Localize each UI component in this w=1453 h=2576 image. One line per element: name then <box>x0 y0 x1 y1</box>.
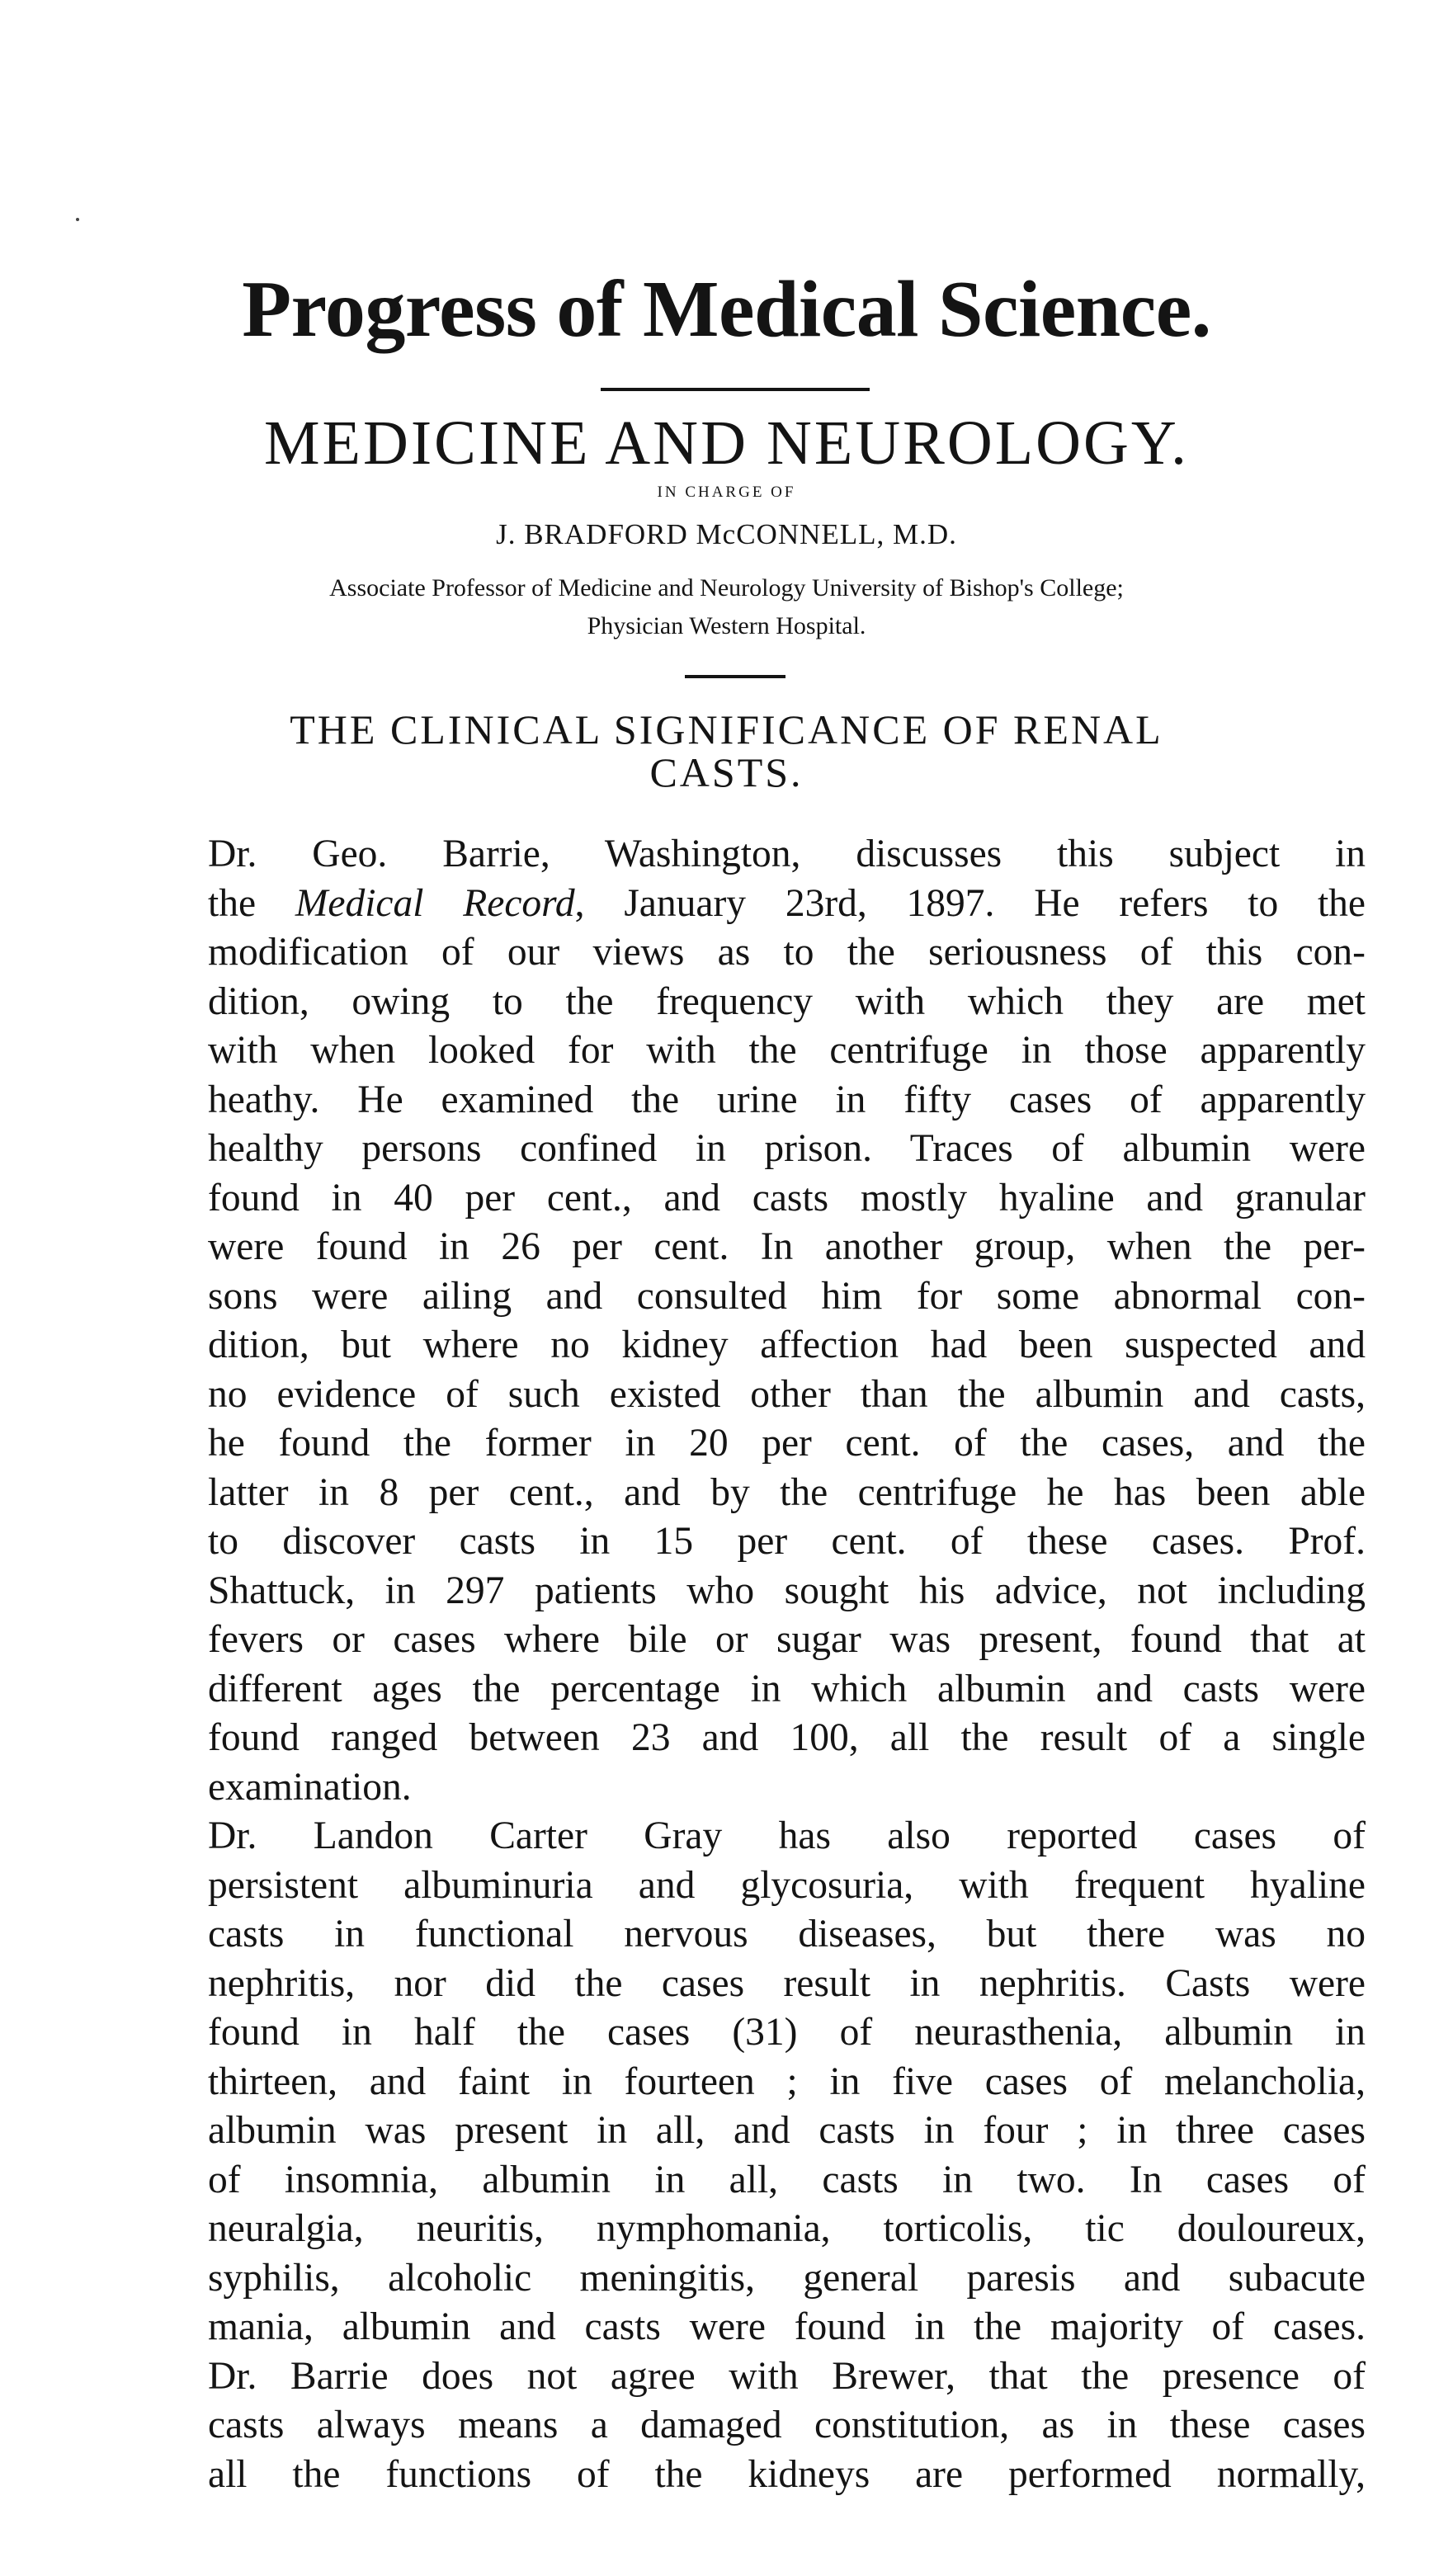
text-line: no evidence of such existed other than the albumin and casts, <box>208 1372 1366 1416</box>
text-line: he found the former in 20 per cent. of the cases, and the <box>208 1422 1366 1465</box>
text-line: dition, owing to the frequency with which they are met <box>208 979 1366 1023</box>
text-line: different ages the percentage in which albumin and casts were <box>208 1667 1366 1710</box>
title-divider-rule <box>601 388 870 391</box>
in-charge-label: IN CHARGE OF <box>657 484 796 501</box>
text-line <box>107 880 1366 929</box>
text-line: neuralgia, neuritis, nymphomania, torticolis, tic douloureux, <box>208 2207 1366 2250</box>
text-line: albumin was present in all, and casts in four ; in three cases <box>208 2109 1366 2152</box>
text-line: casts always means a damaged constitution, as in these cases <box>208 2404 1366 2446</box>
journal-section-title: Progress of Medical Science. <box>242 265 1211 354</box>
journal-name-italic: Medical Record <box>295 881 575 925</box>
text-line: healthy persons confined in prison. Traces of albumin were <box>208 1127 1366 1170</box>
text-line: dition, but where no kidney affection had been suspected and <box>208 1323 1366 1366</box>
text-line: Dr. Barrie does not agree with Brewer, that the presence of <box>208 2354 1366 2398</box>
text-line: modification of our views as to the seriousness of this con- <box>208 931 1366 974</box>
editor-divider-rule <box>685 675 785 678</box>
scan-speck <box>76 218 79 221</box>
text-line: thirteen, and faint in fourteen ; in five cases of melancholia, <box>208 2059 1366 2103</box>
text-line: examination. <box>208 1765 412 1809</box>
article-title <box>0 708 1453 794</box>
article-title-line-2: CASTS. <box>649 749 804 795</box>
text-line: syphilis, alcoholic meningitis, general paresis and subacute <box>208 2256 1366 2300</box>
text-line: nephritis, nor did the cases result in nephritis. Casts were <box>208 1961 1366 2005</box>
text-line: latter in 8 per cent., and by the centrifuge he has been able <box>208 1470 1366 1514</box>
text-run: , January 23rd, 1897. He refers to the <box>574 881 1366 925</box>
editor-affiliation-line-1: Associate Professor of Medicine and Neurology University of Bishop's College; <box>329 574 1124 602</box>
article-body <box>107 830 1366 2499</box>
text-line: fevers or cases where bile or sugar was present, found that at <box>208 1618 1366 1661</box>
text-line: mania, albumin and casts were found in the majority of cases. <box>208 2305 1366 2348</box>
editor-affiliation <box>0 569 1453 645</box>
text-line: heathy. He examined the urine in fifty cases of apparently <box>208 1078 1366 1121</box>
text-line: Shattuck, in 297 patients who sought his advice, not including <box>208 1569 1366 1612</box>
text-line: sons were ailing and consulted him for some abnormal con- <box>208 1274 1366 1318</box>
text-line: of insomnia, albumin in all, casts in two. In cases of <box>208 2158 1366 2201</box>
text-line: found ranged between 23 and 100, all the result of a single <box>208 1716 1366 1759</box>
text-line: Dr. Geo. Barrie, Washington, discusses this subject in <box>208 833 1366 875</box>
text-run: the <box>208 881 295 925</box>
article-title-line-1: THE CLINICAL SIGNIFICANCE OF RENAL <box>290 706 1163 753</box>
section-heading: MEDICINE AND NEUROLOGY. <box>263 408 1189 478</box>
paragraph-2 <box>107 1812 1366 2499</box>
text-line: casts in functional nervous diseases, but there was no <box>208 1913 1366 1956</box>
paragraph-1 <box>107 830 1366 1812</box>
text-line: found in 40 per cent., and casts mostly hyaline and granular <box>208 1176 1366 1220</box>
editor-name: J. BRADFORD McCONNELL, M.D. <box>496 518 957 550</box>
text-line: all the functions of the kidneys are performed normally, <box>208 2452 1366 2496</box>
text-line: found in half the cases (31) of neurasthenia, albumin in <box>208 2011 1366 2054</box>
text-line: to discover casts in 15 per cent. of these cases. Prof. <box>208 1520 1366 1563</box>
text-line: were found in 26 per cent. In another group, when the per- <box>208 1225 1366 1268</box>
text-line: Dr. Landon Carter Gray has also reported cases of <box>208 1814 1366 1857</box>
text-line: with when looked for with the centrifuge in those apparently <box>208 1029 1366 1072</box>
editor-affiliation-line-2: Physician Western Hospital. <box>587 612 866 639</box>
text-line: persistent albuminuria and glycosuria, with frequent hyaline <box>208 1863 1366 1907</box>
